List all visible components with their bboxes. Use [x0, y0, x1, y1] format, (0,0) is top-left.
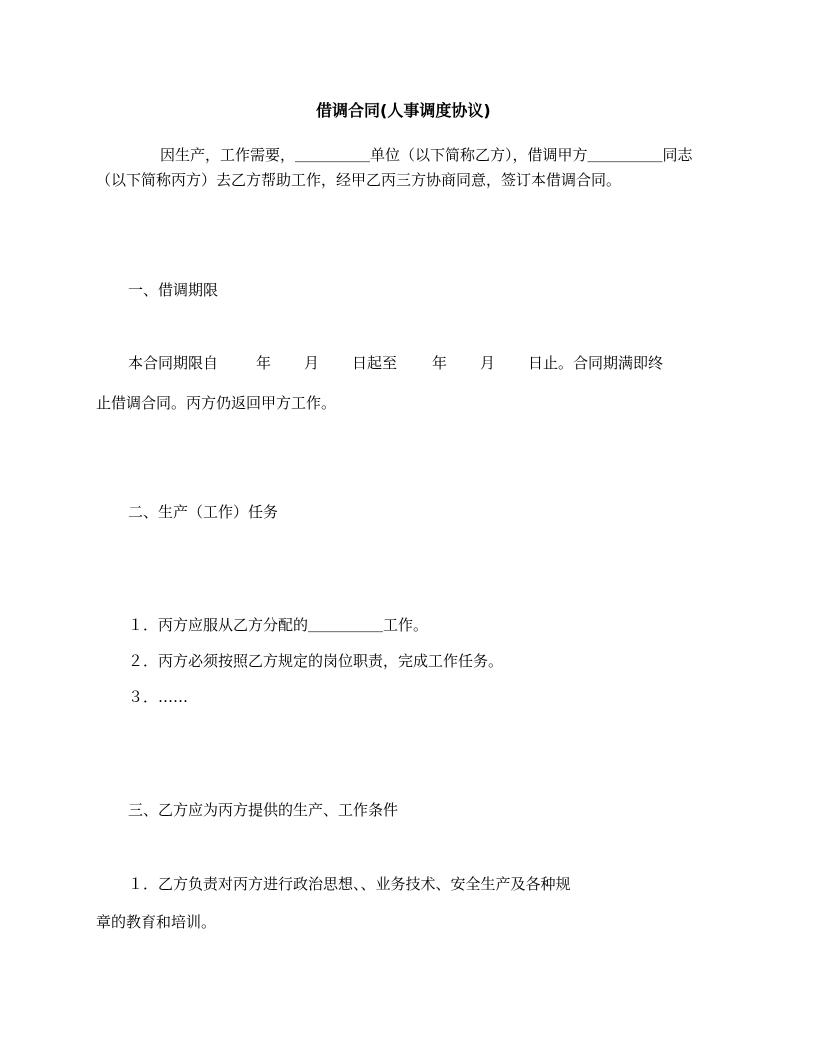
- period-year-2: 年: [432, 354, 448, 372]
- task-item-2: ２．丙方必须按照乙方规定的岗位职责，完成工作任务。: [128, 652, 504, 670]
- document-title: 借调合同(人事调度协议): [316, 101, 491, 120]
- section-3-heading: 三、乙方应为丙方提供的生产、工作条件: [128, 801, 399, 819]
- intro-line-1: 因生产，工作需要，＿＿＿＿＿单位（以下简称乙方），借调甲方＿＿＿＿＿同志: [160, 146, 693, 164]
- task-item-3: ３．……: [128, 688, 189, 706]
- period-month-1: 月: [304, 354, 320, 372]
- condition-item-1-line-1: １．乙方负责对丙方进行政治思想、、业务技术、安全生产及各种规: [128, 875, 571, 893]
- period-year-1: 年: [256, 354, 272, 372]
- period-day-end: 日止。合同期满即终: [528, 354, 664, 372]
- period-prefix: 本合同期限自: [128, 354, 219, 372]
- section-1-heading: 一、借调期限: [128, 281, 219, 299]
- period-month-2: 月: [480, 354, 496, 372]
- section-2-heading: 二、生产（工作）任务: [128, 503, 279, 521]
- condition-item-1-line-2: 章的教育和培训。: [96, 913, 217, 931]
- period-day-from: 日起至: [352, 354, 398, 372]
- intro-line-2: （以下简称丙方）去乙方帮助工作，经甲乙丙三方协商同意，签订本借调合同。: [96, 171, 622, 189]
- task-item-1: １．丙方应服从乙方分配的＿＿＿＿＿工作。: [128, 616, 429, 634]
- period-line-2: 止借调合同。丙方仍返回甲方工作。: [96, 394, 337, 412]
